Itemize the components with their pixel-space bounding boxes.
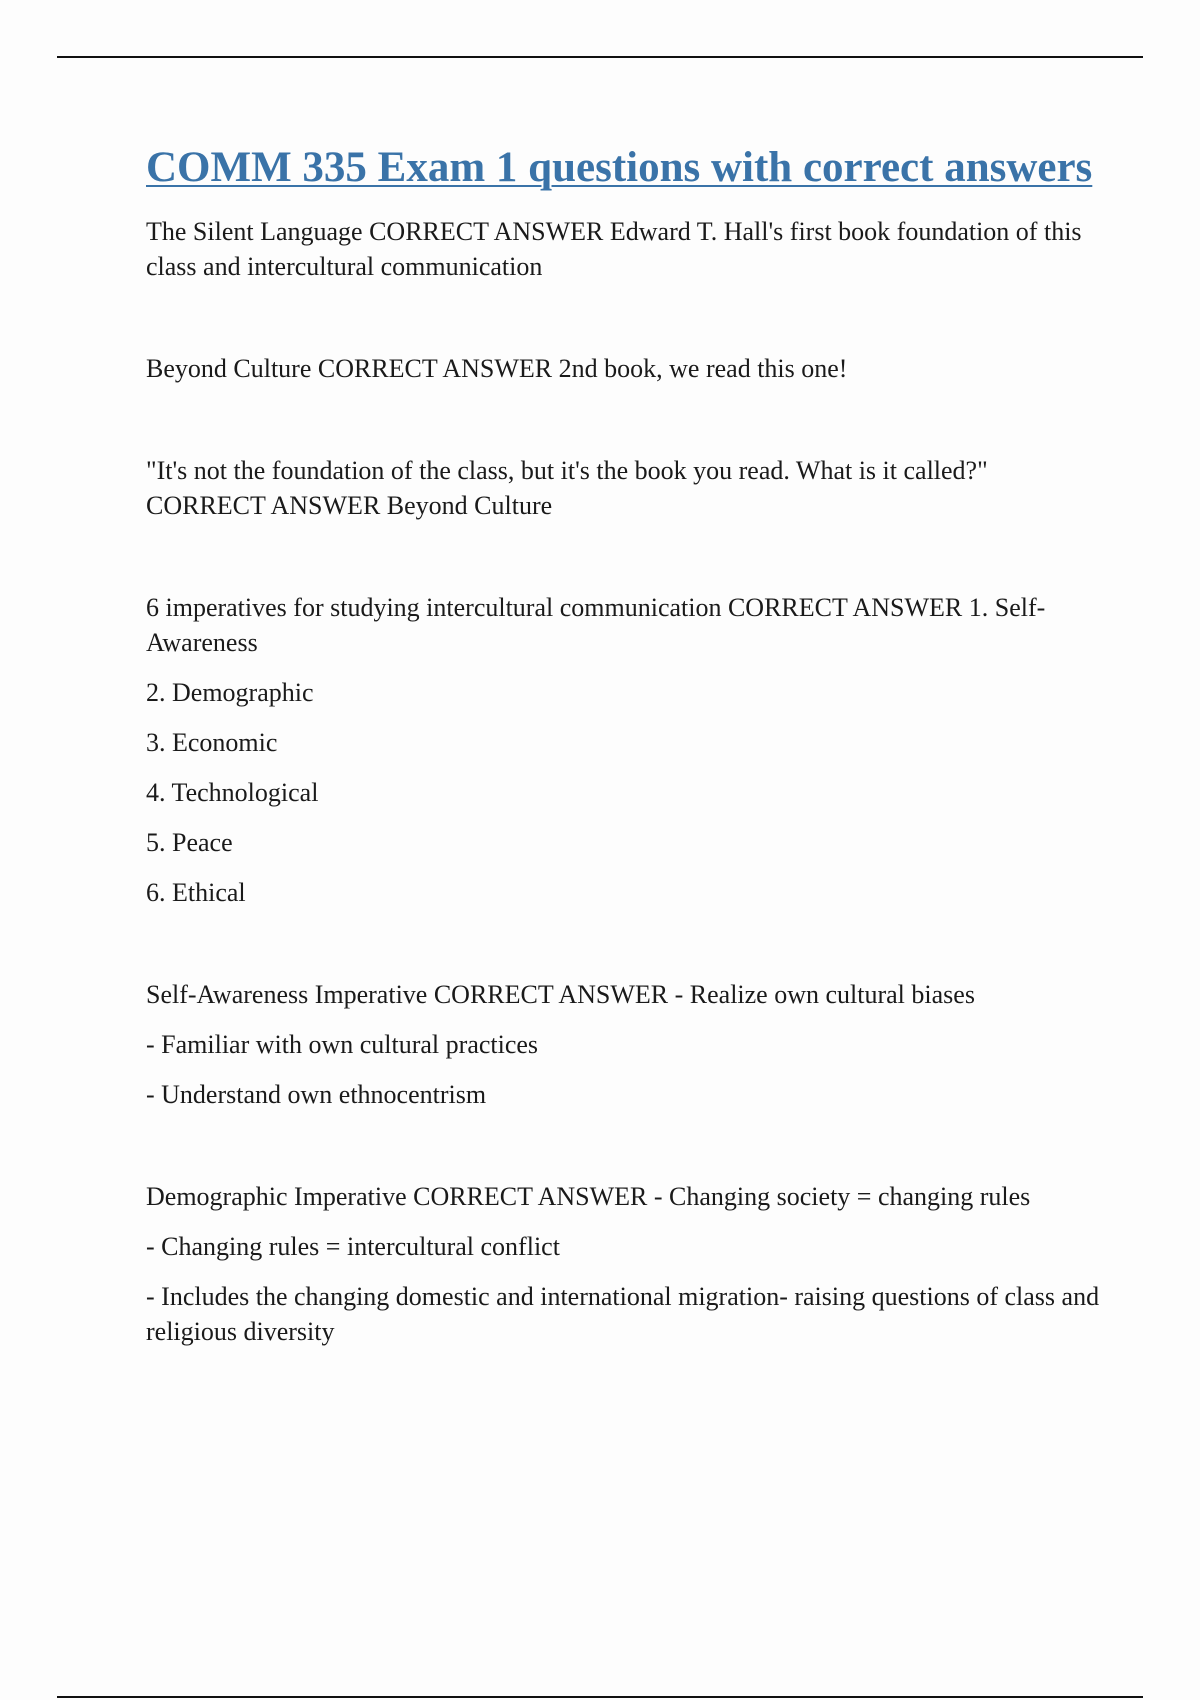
list-item: - Understand own ethnocentrism	[146, 1080, 487, 1109]
list-item: 5. Peace	[146, 828, 233, 857]
document-body	[146, 140, 1106, 1416]
footer-rule	[57, 1696, 1143, 1698]
entry-text: Demographic Imperative CORRECT ANSWER - Changing society = changing rules	[146, 1182, 1031, 1211]
header-rule	[57, 56, 1143, 58]
entry-text: The Silent Language CORRECT ANSWER Edward T. Hall's first book foundation of this class and intercultural communication	[146, 217, 1082, 281]
list-item: - Familiar with own cultural practices	[146, 1030, 539, 1059]
list-item: 2. Demographic	[146, 678, 314, 707]
entry-text: "It's not the foundation of the class, but it's the book you read. What is it called?" CORRECT ANSWER Beyond Culture	[146, 456, 988, 520]
list-item: 6. Ethical	[146, 878, 246, 907]
qa-entry	[146, 977, 1106, 1112]
entry-text: Self-Awareness Imperative CORRECT ANSWER - Realize own cultural biases	[146, 980, 975, 1009]
list-item: 3. Economic	[146, 728, 278, 757]
qa-entry	[146, 453, 1106, 523]
entry-text: 6 imperatives for studying intercultural communication CORRECT ANSWER 1. Self-Awareness	[146, 593, 1046, 657]
entry-text: Beyond Culture CORRECT ANSWER 2nd book, we read this one!	[146, 354, 848, 383]
qa-entry	[146, 590, 1106, 910]
document-title: COMM 335 Exam 1 questions with correct answers	[146, 144, 1093, 191]
list-item: - Changing rules = intercultural conflict	[146, 1232, 560, 1261]
list-item: - Includes the changing domestic and international migration- raising questions of class and religious diversity	[146, 1282, 1100, 1346]
qa-entry	[146, 351, 1106, 386]
list-item: 4. Technological	[146, 778, 319, 807]
qa-entry	[146, 214, 1106, 284]
qa-entry	[146, 1179, 1106, 1349]
